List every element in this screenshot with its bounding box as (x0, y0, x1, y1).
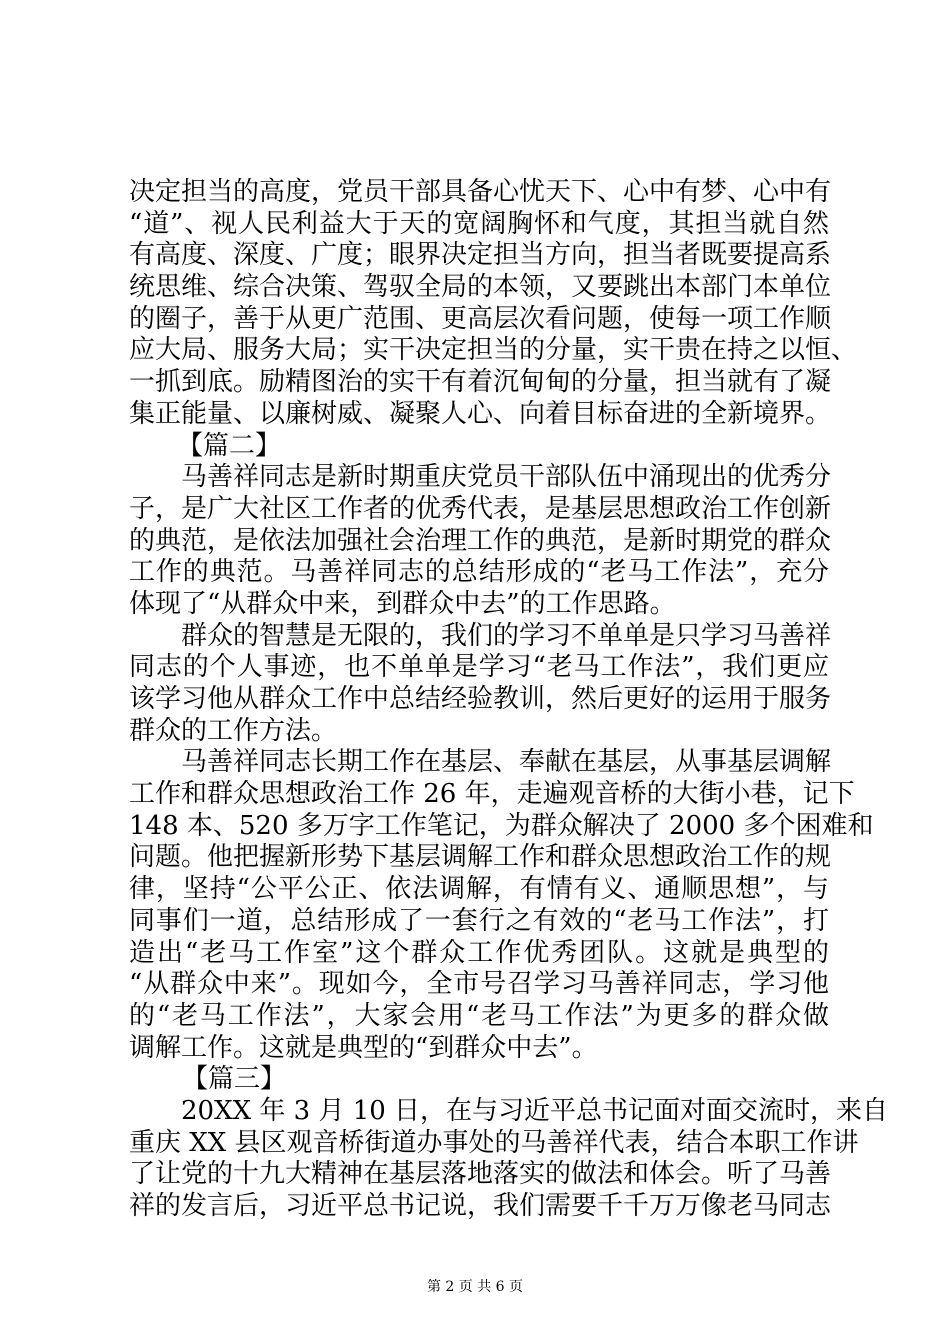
text-line: 马善祥同志长期工作在基层、奉献在基层，从事基层调解 (181, 747, 832, 778)
section-heading: 【篇二】 (177, 430, 282, 461)
text-line: 20XX 年 3 月 10 日，在与习近平总书记面对面交流时，来自 (181, 1095, 889, 1126)
text-line: 体现了“从群众中来，到群众中去”的工作思路。 (129, 588, 676, 619)
text-line: 问题。他把握新形势下基层调解工作和群众思想政治工作的规 (129, 842, 832, 873)
text-line: 工作的典范。马善祥同志的总结形成的“老马工作法”，充分 (129, 557, 829, 588)
text-line: 148 本、520 多万字工作笔记，为群众解决了 2000 多个困难和 (129, 810, 874, 841)
document-body (129, 177, 889, 1223)
text-line: 决定担当的高度，党员干部具备心忧天下、心中有梦、心中有 (129, 177, 832, 207)
section-heading: 【篇三】 (182, 1064, 287, 1095)
text-line: 集正能量、以廉树威、凝聚人心、向着目标奋进的全新境界。 (129, 398, 832, 429)
text-line: 群众的智慧是无限的，我们的学习不单单是只学习马善祥 (181, 620, 832, 651)
text-line: 子，是广大社区工作者的优秀代表，是基层思想政治工作创新 (129, 493, 832, 524)
text-line: 有高度、深度、广度；眼界决定担当方向，担当者既要提高系 (129, 240, 832, 271)
text-line: 应大局、服务大局；实干决定担当的分量，实干贵在持之以恒、 (129, 335, 858, 366)
text-line: 的圈子，善于从更广范围、更高层次看问题，使每一项工作顺 (129, 303, 832, 334)
text-line: “道”、视人民利益大于天的宽阔胸怀和气度，其担当就自然 (129, 208, 829, 239)
text-line: 群众的工作方法。 (129, 715, 338, 746)
text-line: 调解工作。这就是典型的“到群众中去”。 (129, 1032, 598, 1063)
text-line: 同志的个人事迹，也不单单是学习“老马工作法”，我们更应 (129, 652, 829, 683)
page-footer: 第 2 页 共 6 页 (426, 1279, 524, 1295)
text-line: 马善祥同志是新时期重庆党员干部队伍中涌现出的优秀分 (181, 462, 832, 493)
text-line: 的“老马工作法”，大家会用“老马工作法”为更多的群众做 (129, 1000, 829, 1031)
text-line: 工作和群众思想政治工作 26 年，走遍观音桥的大街小巷，记下 (129, 779, 855, 810)
text-line: 祥的发言后，习近平总书记说，我们需要千千万万像老马同志 (129, 1191, 832, 1221)
text-line: 该学习他从群众工作中总结经验教训，然后更好的运用于服务 (129, 684, 832, 714)
text-line: 了让党的十九大精神在基层落地落实的做法和体会。听了马善 (129, 1159, 832, 1190)
text-line: 重庆 XX 县区观音桥街道办事处的马善祥代表，结合本职工作讲 (129, 1127, 859, 1158)
text-line: 统思维、综合决策、驾驭全局的本领，又要跳出本部门本单位 (129, 272, 832, 303)
text-line: 的典范，是依法加强社会治理工作的典范，是新时期党的群众 (129, 525, 832, 556)
text-line: 造出“老马工作室”这个群众工作优秀团队。这就是典型的 (129, 937, 829, 968)
text-line: 律，坚持“公平公正、依法调解，有情有义、通顺思想”，与 (129, 874, 829, 905)
text-line: 同事们一道，总结形成了一套行之有效的“老马工作法”，打 (129, 905, 829, 936)
text-line: 一抓到底。励精图治的实干有着沉甸甸的分量，担当就有了凝 (129, 367, 832, 398)
text-line: “从群众中来”。现如今，全市号召学习马善祥同志，学习他 (129, 969, 829, 1000)
